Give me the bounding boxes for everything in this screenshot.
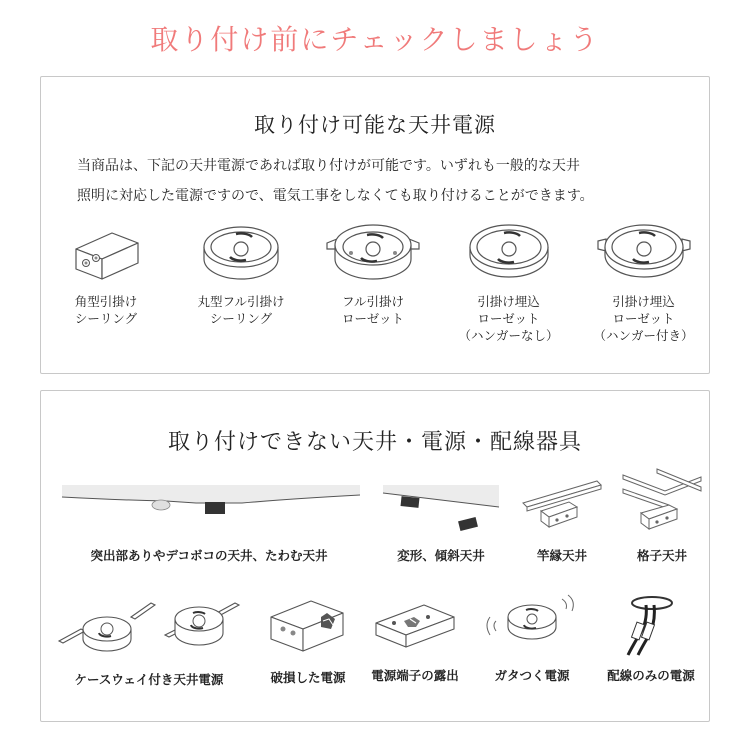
compatible-item-square-ceiling	[51, 227, 161, 327]
batten-ceiling-icon	[519, 469, 605, 539]
incompatible-label: ガタつく電源	[494, 668, 570, 683]
compatible-panel	[40, 76, 710, 374]
incompatible-label: 突出部ありやデコボコの天井、たわむ天井	[90, 548, 328, 563]
sloped-ceiling-icon	[379, 479, 503, 539]
incompatible-item-exposed-terminal	[359, 593, 471, 684]
item-label-line2: ローゼット	[341, 311, 404, 326]
incompatible-item-caseway	[49, 589, 249, 688]
item-label-line1: 引掛け埋込	[612, 294, 675, 309]
compatible-item-round-ceiling	[181, 217, 301, 327]
incompatible-label: 格子天井	[636, 548, 687, 563]
description-line-1: 当商品は、下記の天井電源であれば取り付けが可能です。いずれも一般的な天井	[77, 158, 580, 174]
broken-outlet-icon	[263, 591, 353, 661]
incompatible-label: 配線のみの電源	[607, 668, 695, 683]
full-hook-rosette-icon	[323, 217, 423, 287]
item-label-line1: 丸型フル引掛け	[197, 294, 285, 309]
incompatible-panel	[40, 390, 710, 722]
incompatible-item-curved-ceiling	[53, 479, 365, 564]
incompatible-label: 変形、傾斜天井	[397, 548, 485, 563]
item-label-line1: フル引掛け	[341, 294, 404, 309]
exposed-terminal-icon	[370, 593, 460, 659]
incompatible-item-sloped-ceiling	[377, 479, 505, 564]
incompatible-label: 竿縁天井	[536, 548, 587, 563]
item-label-line1: 引掛け埋込	[477, 294, 540, 309]
incompatible-item-wiring-only	[596, 593, 706, 684]
caseway-outlet-icon	[51, 589, 247, 663]
page-title: 取り付け前にチェックしましょう	[150, 23, 600, 56]
compatible-description	[77, 151, 687, 211]
item-label-line2: シーリング	[209, 311, 273, 326]
incompatible-item-loose	[473, 593, 591, 684]
incompatible-item-batten-ceiling	[517, 469, 607, 564]
embedded-rosette-with-hanger-icon	[594, 217, 694, 287]
incompatible-label: 電源端子の露出	[371, 668, 459, 683]
wiring-only-icon	[616, 593, 686, 659]
item-label-line2: ローゼット	[477, 311, 540, 326]
compatible-item-embedded-with-hanger	[586, 217, 701, 344]
incompatible-item-broken	[253, 591, 363, 686]
incompatible-label: 破損した電源	[270, 670, 346, 685]
item-label-line3: （ハンガー付き）	[593, 328, 694, 343]
incompatible-item-coffered-ceiling	[617, 465, 707, 564]
compatible-item-embedded-no-hanger	[451, 217, 566, 344]
coffered-ceiling-icon	[619, 465, 705, 539]
square-ceiling-hook-icon	[66, 227, 146, 287]
item-label-line3: （ハンガーなし）	[458, 328, 559, 343]
item-label-line1: 角型引掛け	[74, 294, 138, 309]
embedded-rosette-no-hanger-icon	[464, 217, 554, 287]
loose-outlet-icon	[484, 593, 580, 659]
round-full-ceiling-hook-icon	[196, 217, 286, 287]
item-label-line2: シーリング	[74, 311, 138, 326]
description-line-2: 照明に対応した電源ですので、電気工事をしなくても取り付けることができます。	[77, 188, 594, 204]
item-label-line2: ローゼット	[612, 311, 675, 326]
incompatible-heading: 取り付けできない天井・電源・配線器具	[167, 430, 582, 455]
compatible-item-full-rosette	[313, 217, 433, 327]
curved-ceiling-icon	[56, 479, 362, 539]
incompatible-label: ケースウェイ付き天井電源	[74, 672, 224, 687]
compatible-heading: 取り付け可能な天井電源	[254, 113, 496, 137]
